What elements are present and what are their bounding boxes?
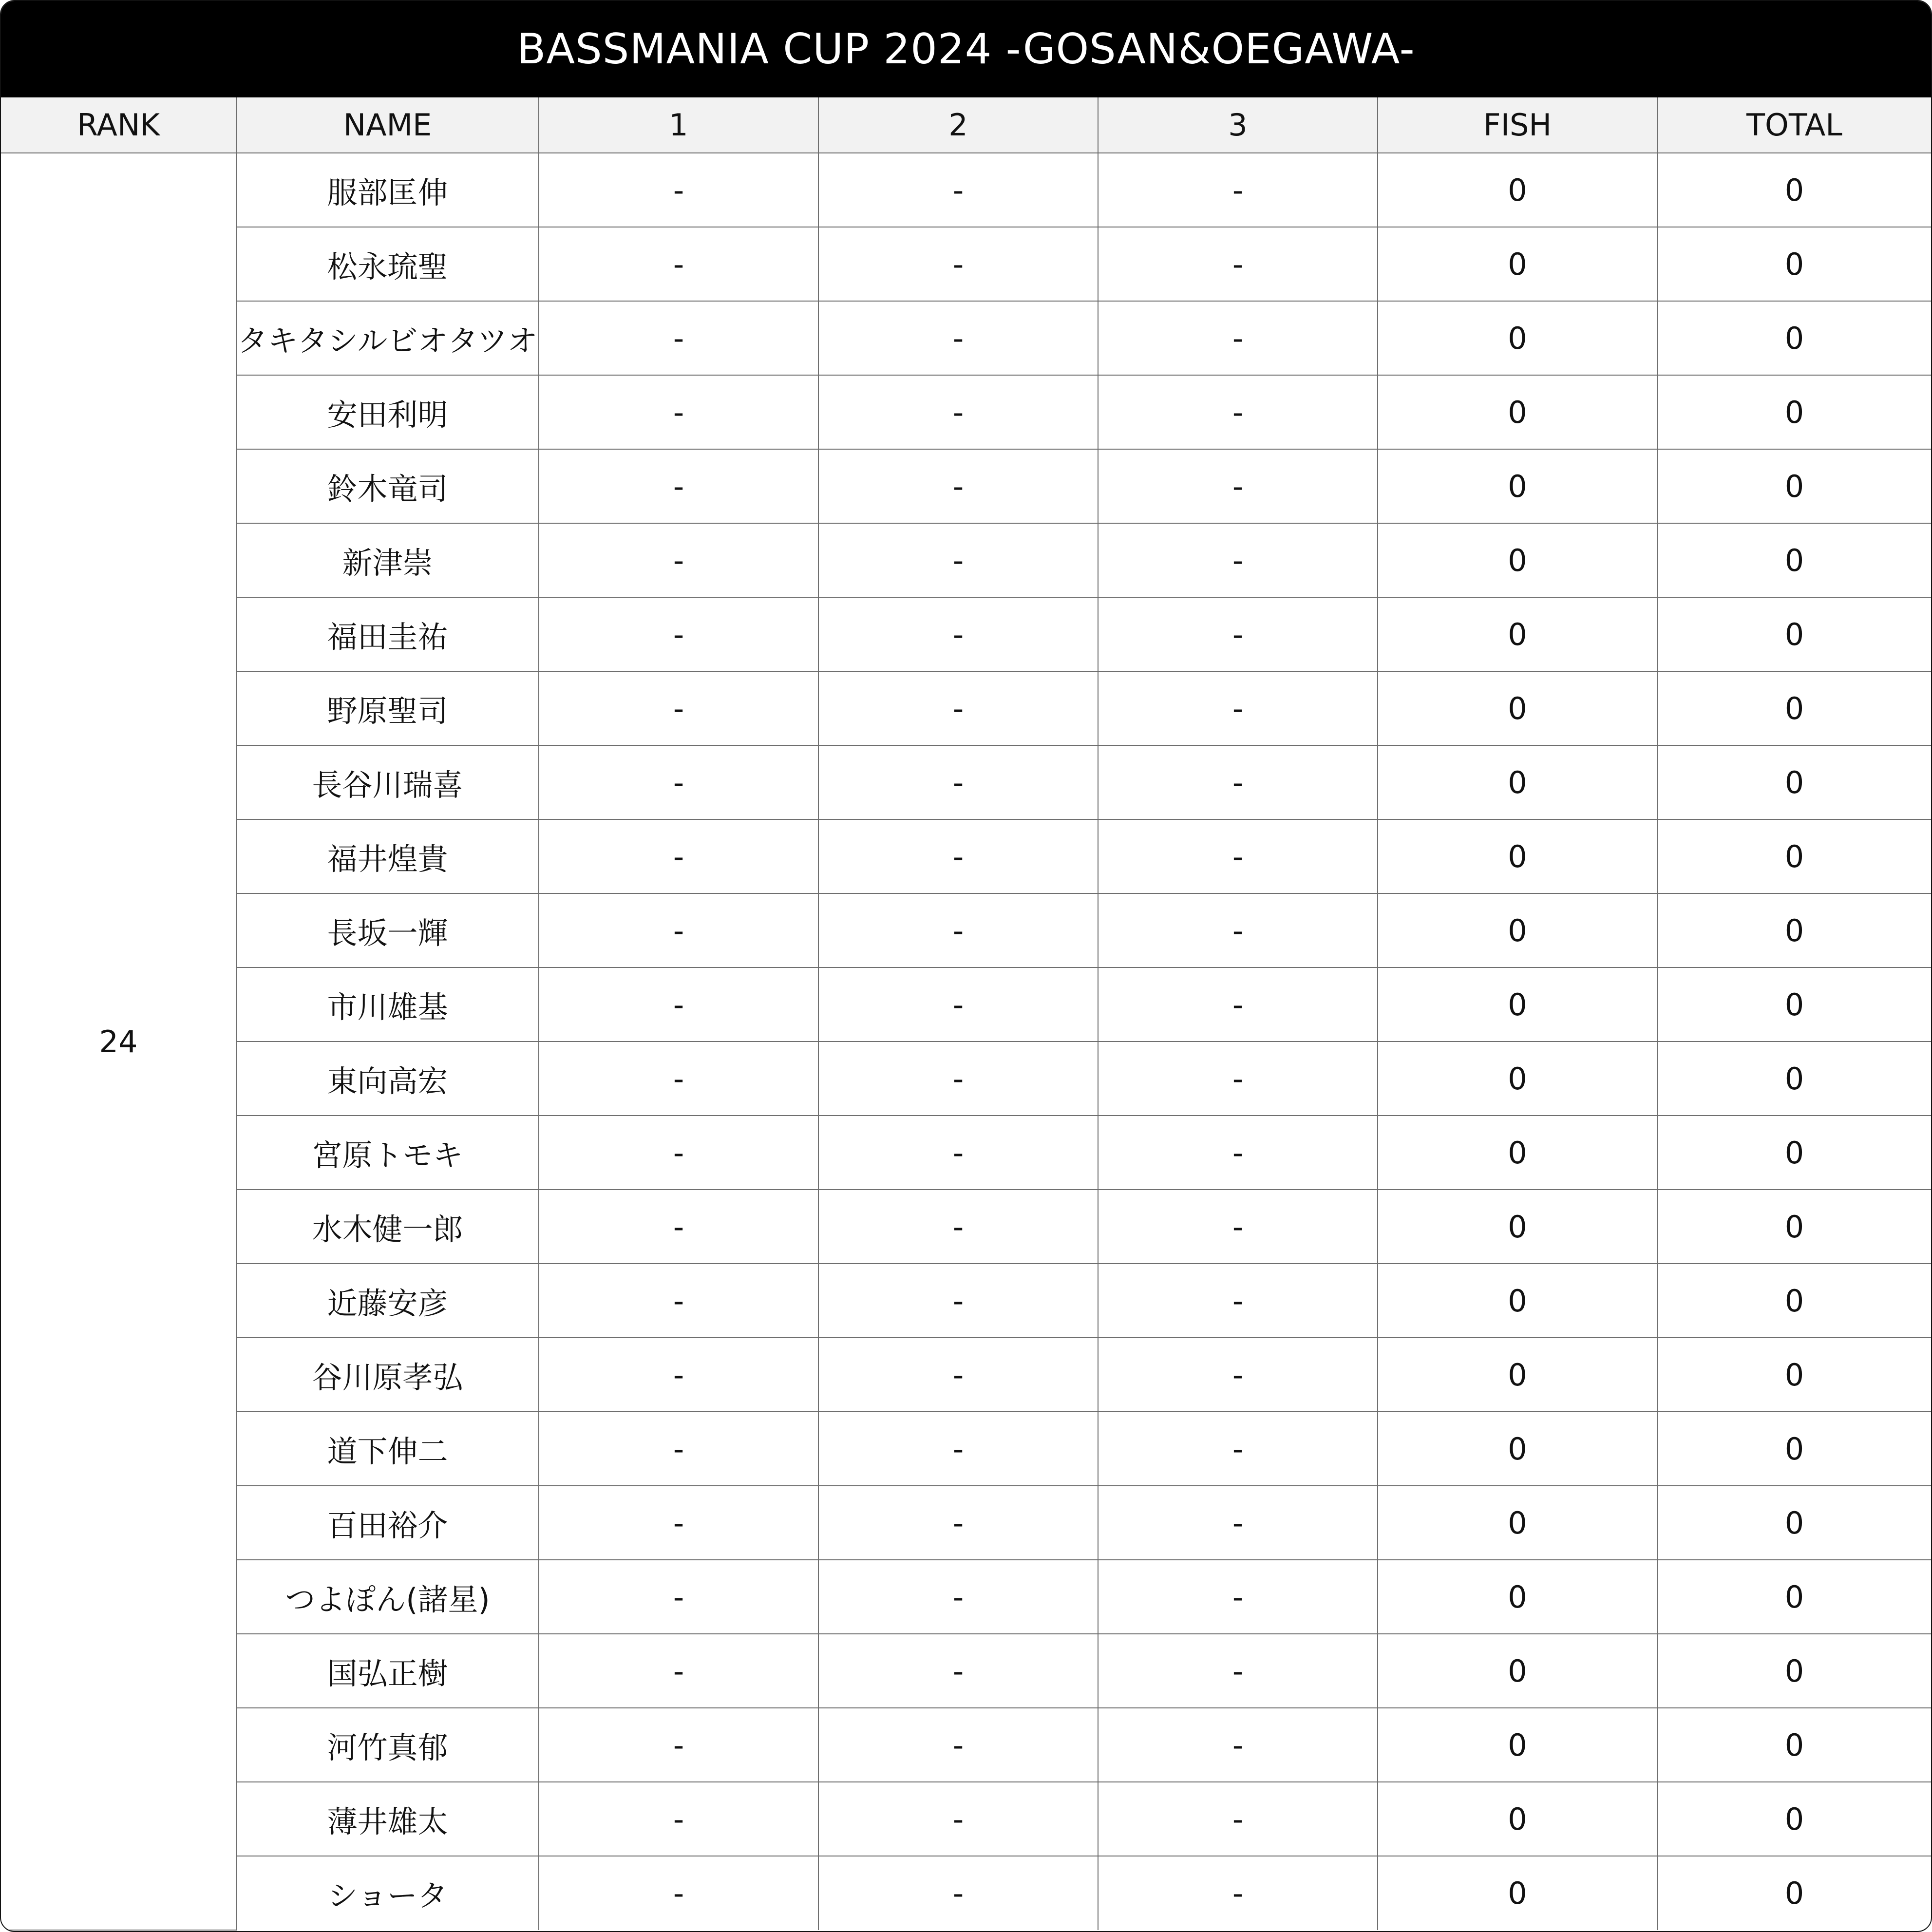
fish-cell: 0 bbox=[1378, 597, 1657, 671]
round-2-cell: - bbox=[818, 1486, 1098, 1560]
fish-cell: 0 bbox=[1378, 523, 1657, 597]
fish-cell: 0 bbox=[1378, 745, 1657, 819]
name-cell: 水木健一郎 bbox=[236, 1190, 539, 1264]
total-cell: 0 bbox=[1657, 449, 1931, 523]
table-row bbox=[1, 1856, 1931, 1930]
round-2-cell: - bbox=[818, 523, 1098, 597]
fish-cell: 0 bbox=[1378, 1634, 1657, 1708]
total-cell: 0 bbox=[1657, 1486, 1931, 1560]
round-2-cell: - bbox=[818, 375, 1098, 449]
name-cell: 福井煌貴 bbox=[236, 819, 539, 893]
round-2-cell: - bbox=[818, 1856, 1098, 1930]
column-header-name: NAME bbox=[236, 97, 539, 153]
round-1-cell: - bbox=[539, 1486, 818, 1560]
round-3-cell: - bbox=[1098, 1042, 1378, 1116]
round-3-cell: - bbox=[1098, 227, 1378, 301]
round-2-cell: - bbox=[818, 1412, 1098, 1486]
round-3-cell: - bbox=[1098, 597, 1378, 671]
name-cell: 東向高宏 bbox=[236, 1042, 539, 1116]
round-1-cell: - bbox=[539, 967, 818, 1042]
fish-cell: 0 bbox=[1378, 1042, 1657, 1116]
name-cell: 安田利明 bbox=[236, 375, 539, 449]
name-cell: 福田圭祐 bbox=[236, 597, 539, 671]
total-cell: 0 bbox=[1657, 819, 1931, 893]
table-row bbox=[1, 1560, 1931, 1634]
total-cell: 0 bbox=[1657, 153, 1931, 227]
fish-cell: 0 bbox=[1378, 893, 1657, 967]
round-2-cell: - bbox=[818, 1708, 1098, 1782]
table-row bbox=[1, 671, 1931, 745]
table-row bbox=[1, 893, 1931, 967]
fish-cell: 0 bbox=[1378, 671, 1657, 745]
round-2-cell: - bbox=[818, 1190, 1098, 1264]
name-cell: 長坂一輝 bbox=[236, 893, 539, 967]
round-2-cell: - bbox=[818, 745, 1098, 819]
round-1-cell: - bbox=[539, 153, 818, 227]
table-row bbox=[1, 1782, 1931, 1856]
round-3-cell: - bbox=[1098, 1338, 1378, 1412]
name-cell: 市川雄基 bbox=[236, 967, 539, 1042]
table-row bbox=[1, 449, 1931, 523]
fish-cell: 0 bbox=[1378, 1190, 1657, 1264]
round-2-cell: - bbox=[818, 671, 1098, 745]
name-cell: 宮原トモキ bbox=[236, 1116, 539, 1190]
table-row bbox=[1, 1708, 1931, 1782]
round-1-cell: - bbox=[539, 671, 818, 745]
round-1-cell: - bbox=[539, 1042, 818, 1116]
name-cell: ショータ bbox=[236, 1856, 539, 1930]
fish-cell: 0 bbox=[1378, 1264, 1657, 1338]
round-3-cell: - bbox=[1098, 449, 1378, 523]
round-2-cell: - bbox=[818, 1634, 1098, 1708]
round-2-cell: - bbox=[818, 1338, 1098, 1412]
total-cell: 0 bbox=[1657, 671, 1931, 745]
round-1-cell: - bbox=[539, 449, 818, 523]
column-header-round-3: 3 bbox=[1098, 97, 1378, 153]
column-header-total: TOTAL bbox=[1657, 97, 1931, 153]
fish-cell: 0 bbox=[1378, 153, 1657, 227]
round-1-cell: - bbox=[539, 597, 818, 671]
round-2-cell: - bbox=[818, 227, 1098, 301]
total-cell: 0 bbox=[1657, 1042, 1931, 1116]
round-2-cell: - bbox=[818, 1264, 1098, 1338]
fish-cell: 0 bbox=[1378, 1412, 1657, 1486]
header-row bbox=[1, 97, 1931, 153]
name-cell: 河竹真郁 bbox=[236, 1708, 539, 1782]
round-1-cell: - bbox=[539, 301, 818, 375]
fish-cell: 0 bbox=[1378, 1116, 1657, 1190]
round-1-cell: - bbox=[539, 819, 818, 893]
fish-cell: 0 bbox=[1378, 449, 1657, 523]
name-cell: 服部匡伸 bbox=[236, 153, 539, 227]
round-3-cell: - bbox=[1098, 745, 1378, 819]
table-row bbox=[1, 375, 1931, 449]
table-row bbox=[1, 819, 1931, 893]
table-row bbox=[1, 967, 1931, 1042]
round-1-cell: - bbox=[539, 1116, 818, 1190]
fish-cell: 0 bbox=[1378, 819, 1657, 893]
total-cell: 0 bbox=[1657, 893, 1931, 967]
total-cell: 0 bbox=[1657, 1190, 1931, 1264]
name-cell: 国弘正樹 bbox=[236, 1634, 539, 1708]
total-cell: 0 bbox=[1657, 1708, 1931, 1782]
results-table bbox=[1, 97, 1931, 1931]
round-3-cell: - bbox=[1098, 1190, 1378, 1264]
total-cell: 0 bbox=[1657, 1412, 1931, 1486]
table-row bbox=[1, 1264, 1931, 1338]
fish-cell: 0 bbox=[1378, 1856, 1657, 1930]
total-cell: 0 bbox=[1657, 227, 1931, 301]
total-cell: 0 bbox=[1657, 523, 1931, 597]
round-1-cell: - bbox=[539, 1782, 818, 1856]
table-row bbox=[1, 1634, 1931, 1708]
round-3-cell: - bbox=[1098, 671, 1378, 745]
round-2-cell: - bbox=[818, 1116, 1098, 1190]
name-cell: 百田裕介 bbox=[236, 1486, 539, 1560]
round-3-cell: - bbox=[1098, 301, 1378, 375]
table-row bbox=[1, 745, 1931, 819]
round-1-cell: - bbox=[539, 523, 818, 597]
round-1-cell: - bbox=[539, 1634, 818, 1708]
round-2-cell: - bbox=[818, 1042, 1098, 1116]
round-3-cell: - bbox=[1098, 967, 1378, 1042]
column-header-fish: FISH bbox=[1378, 97, 1657, 153]
round-1-cell: - bbox=[539, 745, 818, 819]
rank-cell: 24 bbox=[1, 153, 236, 1930]
name-cell: つよぽん(諸星) bbox=[236, 1560, 539, 1634]
name-cell: 野原聖司 bbox=[236, 671, 539, 745]
round-1-cell: - bbox=[539, 1264, 818, 1338]
table-row bbox=[1, 1486, 1931, 1560]
name-cell: 新津崇 bbox=[236, 523, 539, 597]
round-3-cell: - bbox=[1098, 375, 1378, 449]
table-row bbox=[1, 1412, 1931, 1486]
fish-cell: 0 bbox=[1378, 227, 1657, 301]
table-row bbox=[1, 1042, 1931, 1116]
round-1-cell: - bbox=[539, 1708, 818, 1782]
round-1-cell: - bbox=[539, 1338, 818, 1412]
round-3-cell: - bbox=[1098, 1782, 1378, 1856]
round-3-cell: - bbox=[1098, 1708, 1378, 1782]
round-3-cell: - bbox=[1098, 523, 1378, 597]
table-row bbox=[1, 227, 1931, 301]
fish-cell: 0 bbox=[1378, 301, 1657, 375]
table-row bbox=[1, 597, 1931, 671]
name-cell: タキタシルビオタツオ bbox=[236, 301, 539, 375]
round-2-cell: - bbox=[818, 597, 1098, 671]
column-header-round-2: 2 bbox=[818, 97, 1098, 153]
round-2-cell: - bbox=[818, 819, 1098, 893]
fish-cell: 0 bbox=[1378, 1708, 1657, 1782]
round-3-cell: - bbox=[1098, 1486, 1378, 1560]
round-1-cell: - bbox=[539, 1560, 818, 1634]
round-2-cell: - bbox=[818, 301, 1098, 375]
round-2-cell: - bbox=[818, 967, 1098, 1042]
round-3-cell: - bbox=[1098, 819, 1378, 893]
total-cell: 0 bbox=[1657, 1338, 1931, 1412]
round-3-cell: - bbox=[1098, 1116, 1378, 1190]
table-row bbox=[1, 1190, 1931, 1264]
total-cell: 0 bbox=[1657, 1264, 1931, 1338]
round-3-cell: - bbox=[1098, 1560, 1378, 1634]
round-1-cell: - bbox=[539, 1856, 818, 1930]
column-header-round-1: 1 bbox=[539, 97, 818, 153]
fish-cell: 0 bbox=[1378, 1782, 1657, 1856]
round-2-cell: - bbox=[818, 1782, 1098, 1856]
table-row bbox=[1, 1338, 1931, 1412]
fish-cell: 0 bbox=[1378, 1560, 1657, 1634]
round-1-cell: - bbox=[539, 893, 818, 967]
total-cell: 0 bbox=[1657, 1634, 1931, 1708]
table-row bbox=[1, 1116, 1931, 1190]
total-cell: 0 bbox=[1657, 375, 1931, 449]
total-cell: 0 bbox=[1657, 1856, 1931, 1930]
round-1-cell: - bbox=[539, 375, 818, 449]
total-cell: 0 bbox=[1657, 745, 1931, 819]
fish-cell: 0 bbox=[1378, 1338, 1657, 1412]
round-3-cell: - bbox=[1098, 1412, 1378, 1486]
round-1-cell: - bbox=[539, 1412, 818, 1486]
total-cell: 0 bbox=[1657, 1116, 1931, 1190]
fish-cell: 0 bbox=[1378, 375, 1657, 449]
name-cell: 鈴木竜司 bbox=[236, 449, 539, 523]
name-cell: 谷川原孝弘 bbox=[236, 1338, 539, 1412]
fish-cell: 0 bbox=[1378, 1486, 1657, 1560]
round-2-cell: - bbox=[818, 1560, 1098, 1634]
round-3-cell: - bbox=[1098, 153, 1378, 227]
name-cell: 薄井雄太 bbox=[236, 1782, 539, 1856]
round-3-cell: - bbox=[1098, 1856, 1378, 1930]
total-cell: 0 bbox=[1657, 1782, 1931, 1856]
table-row bbox=[1, 153, 1931, 227]
round-3-cell: - bbox=[1098, 1264, 1378, 1338]
name-cell: 松永琉聖 bbox=[236, 227, 539, 301]
round-2-cell: - bbox=[818, 153, 1098, 227]
name-cell: 近藤安彦 bbox=[236, 1264, 539, 1338]
round-3-cell: - bbox=[1098, 893, 1378, 967]
page-title: BASSMANIA CUP 2024 -GOSAN&OEGAWA- bbox=[1, 1, 1931, 97]
name-cell: 長谷川瑞喜 bbox=[236, 745, 539, 819]
total-cell: 0 bbox=[1657, 1560, 1931, 1634]
table-row bbox=[1, 301, 1931, 375]
name-cell: 道下伸二 bbox=[236, 1412, 539, 1486]
round-2-cell: - bbox=[818, 449, 1098, 523]
round-1-cell: - bbox=[539, 1190, 818, 1264]
column-header-rank: RANK bbox=[1, 97, 236, 153]
total-cell: 0 bbox=[1657, 597, 1931, 671]
table-row bbox=[1, 523, 1931, 597]
round-2-cell: - bbox=[818, 893, 1098, 967]
round-1-cell: - bbox=[539, 227, 818, 301]
round-3-cell: - bbox=[1098, 1634, 1378, 1708]
total-cell: 0 bbox=[1657, 301, 1931, 375]
table-body bbox=[1, 153, 1931, 1930]
total-cell: 0 bbox=[1657, 967, 1931, 1042]
fish-cell: 0 bbox=[1378, 967, 1657, 1042]
